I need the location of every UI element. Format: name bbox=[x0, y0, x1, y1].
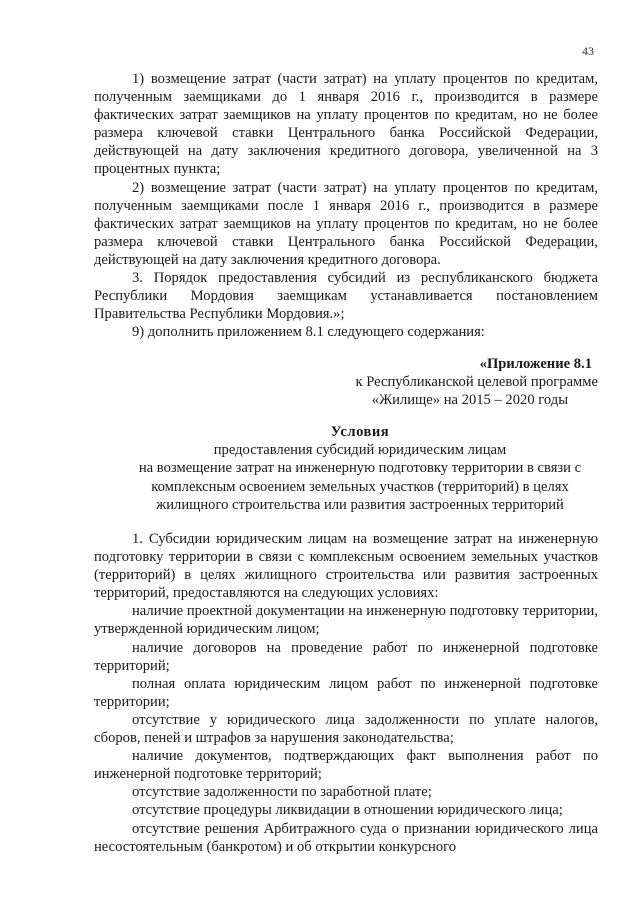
condition-item: наличие договоров на проведение работ по инженерной подготовке территорий; bbox=[94, 639, 598, 674]
condition-item: полная оплата юридическим лицом работ по инженерной подготовке территории; bbox=[94, 675, 598, 710]
condition-item: отсутствие решения Арбитражного суда о признании юридического лица несостоятельным (банкротом) и об открытии конкурсного bbox=[94, 820, 598, 855]
condition-intro: 1. Субсидии юридическим лицам на возмещение затрат на инженерную подготовку территории в связи с комплексным освоением земельных участков (территорий) в целях жилищного строительства или развития застроенных территорий, предоставляются на следующих условиях: bbox=[94, 531, 598, 602]
intro-text bbox=[94, 70, 598, 341]
conditions-title-line-3: комплексным освоением земельных участков (территорий) в целях bbox=[151, 478, 569, 495]
appendix-subtitle: к Республиканской целевой программе bbox=[355, 374, 598, 390]
condition-item: отсутствие задолженности по заработной плате; bbox=[132, 784, 432, 801]
conditions-heading: Условия bbox=[330, 424, 390, 440]
condition-item: отсутствие у юридического лица задолженности по уплате налогов, сборов, пеней и штрафов за нарушения законодательства; bbox=[94, 711, 598, 747]
conditions-title-line-1: предоставления субсидий юридическим лицам bbox=[213, 442, 507, 459]
paragraph-2: 2) возмещение затрат (части затрат) на уплату процентов по кредитам, полученным заемщиками после 1 января 2016 г., производится в размере фактических затрат заемщиков на уплату процентов по кредитам, но не более размера ключевой ставки Центрального банка Российской Федерации, действующей на дату заключения кредитного договора. bbox=[94, 179, 598, 268]
conditions-title-line-4: жилищного строительства или развития застроенных территорий bbox=[156, 496, 564, 513]
paragraph-3: 3. Порядок предоставления субсидий из республиканского бюджета Республики Мордовия заемщикам устанавливается постановлением Правительства Республики Мордовия.»; bbox=[94, 270, 598, 323]
appendix-program: «Жилище» на 2015 – 2020 годы bbox=[371, 392, 568, 408]
condition-item: наличие проектной документации на инженерную подготовку территории, утвержденной юридическим лицом; bbox=[94, 603, 598, 638]
page-number: 43 bbox=[582, 44, 594, 58]
condition-item: наличие документов, подтверждающих факт выполнения работ по инженерной подготовке территорий; bbox=[94, 748, 598, 783]
conditions-title bbox=[120, 423, 600, 514]
appendix-title: «Приложение 8.1 bbox=[479, 356, 592, 372]
conditions-title-line-2: на возмещение затрат на инженерную подготовку территории в связи с bbox=[138, 460, 582, 477]
conditions-list bbox=[94, 530, 598, 856]
paragraph-4: 9) дополнить приложением 8.1 следующего содержания: bbox=[132, 324, 485, 341]
paragraph-1: 1) возмещение затрат (части затрат) на уплату процентов по кредитам, полученным заемщиками до 1 января 2016 г., производится в размере фактических затрат заемщиков на уплату процентов по кредитам, но не более размера ключевой ставки Центрального банка Российской Федерации, действующей на дату заключения кредитного договора, увеличенной на 3 процентных пункта; bbox=[94, 71, 598, 178]
condition-item: отсутствие процедуры ликвидации в отношении юридического лица; bbox=[132, 802, 563, 819]
appendix-header bbox=[300, 355, 600, 409]
